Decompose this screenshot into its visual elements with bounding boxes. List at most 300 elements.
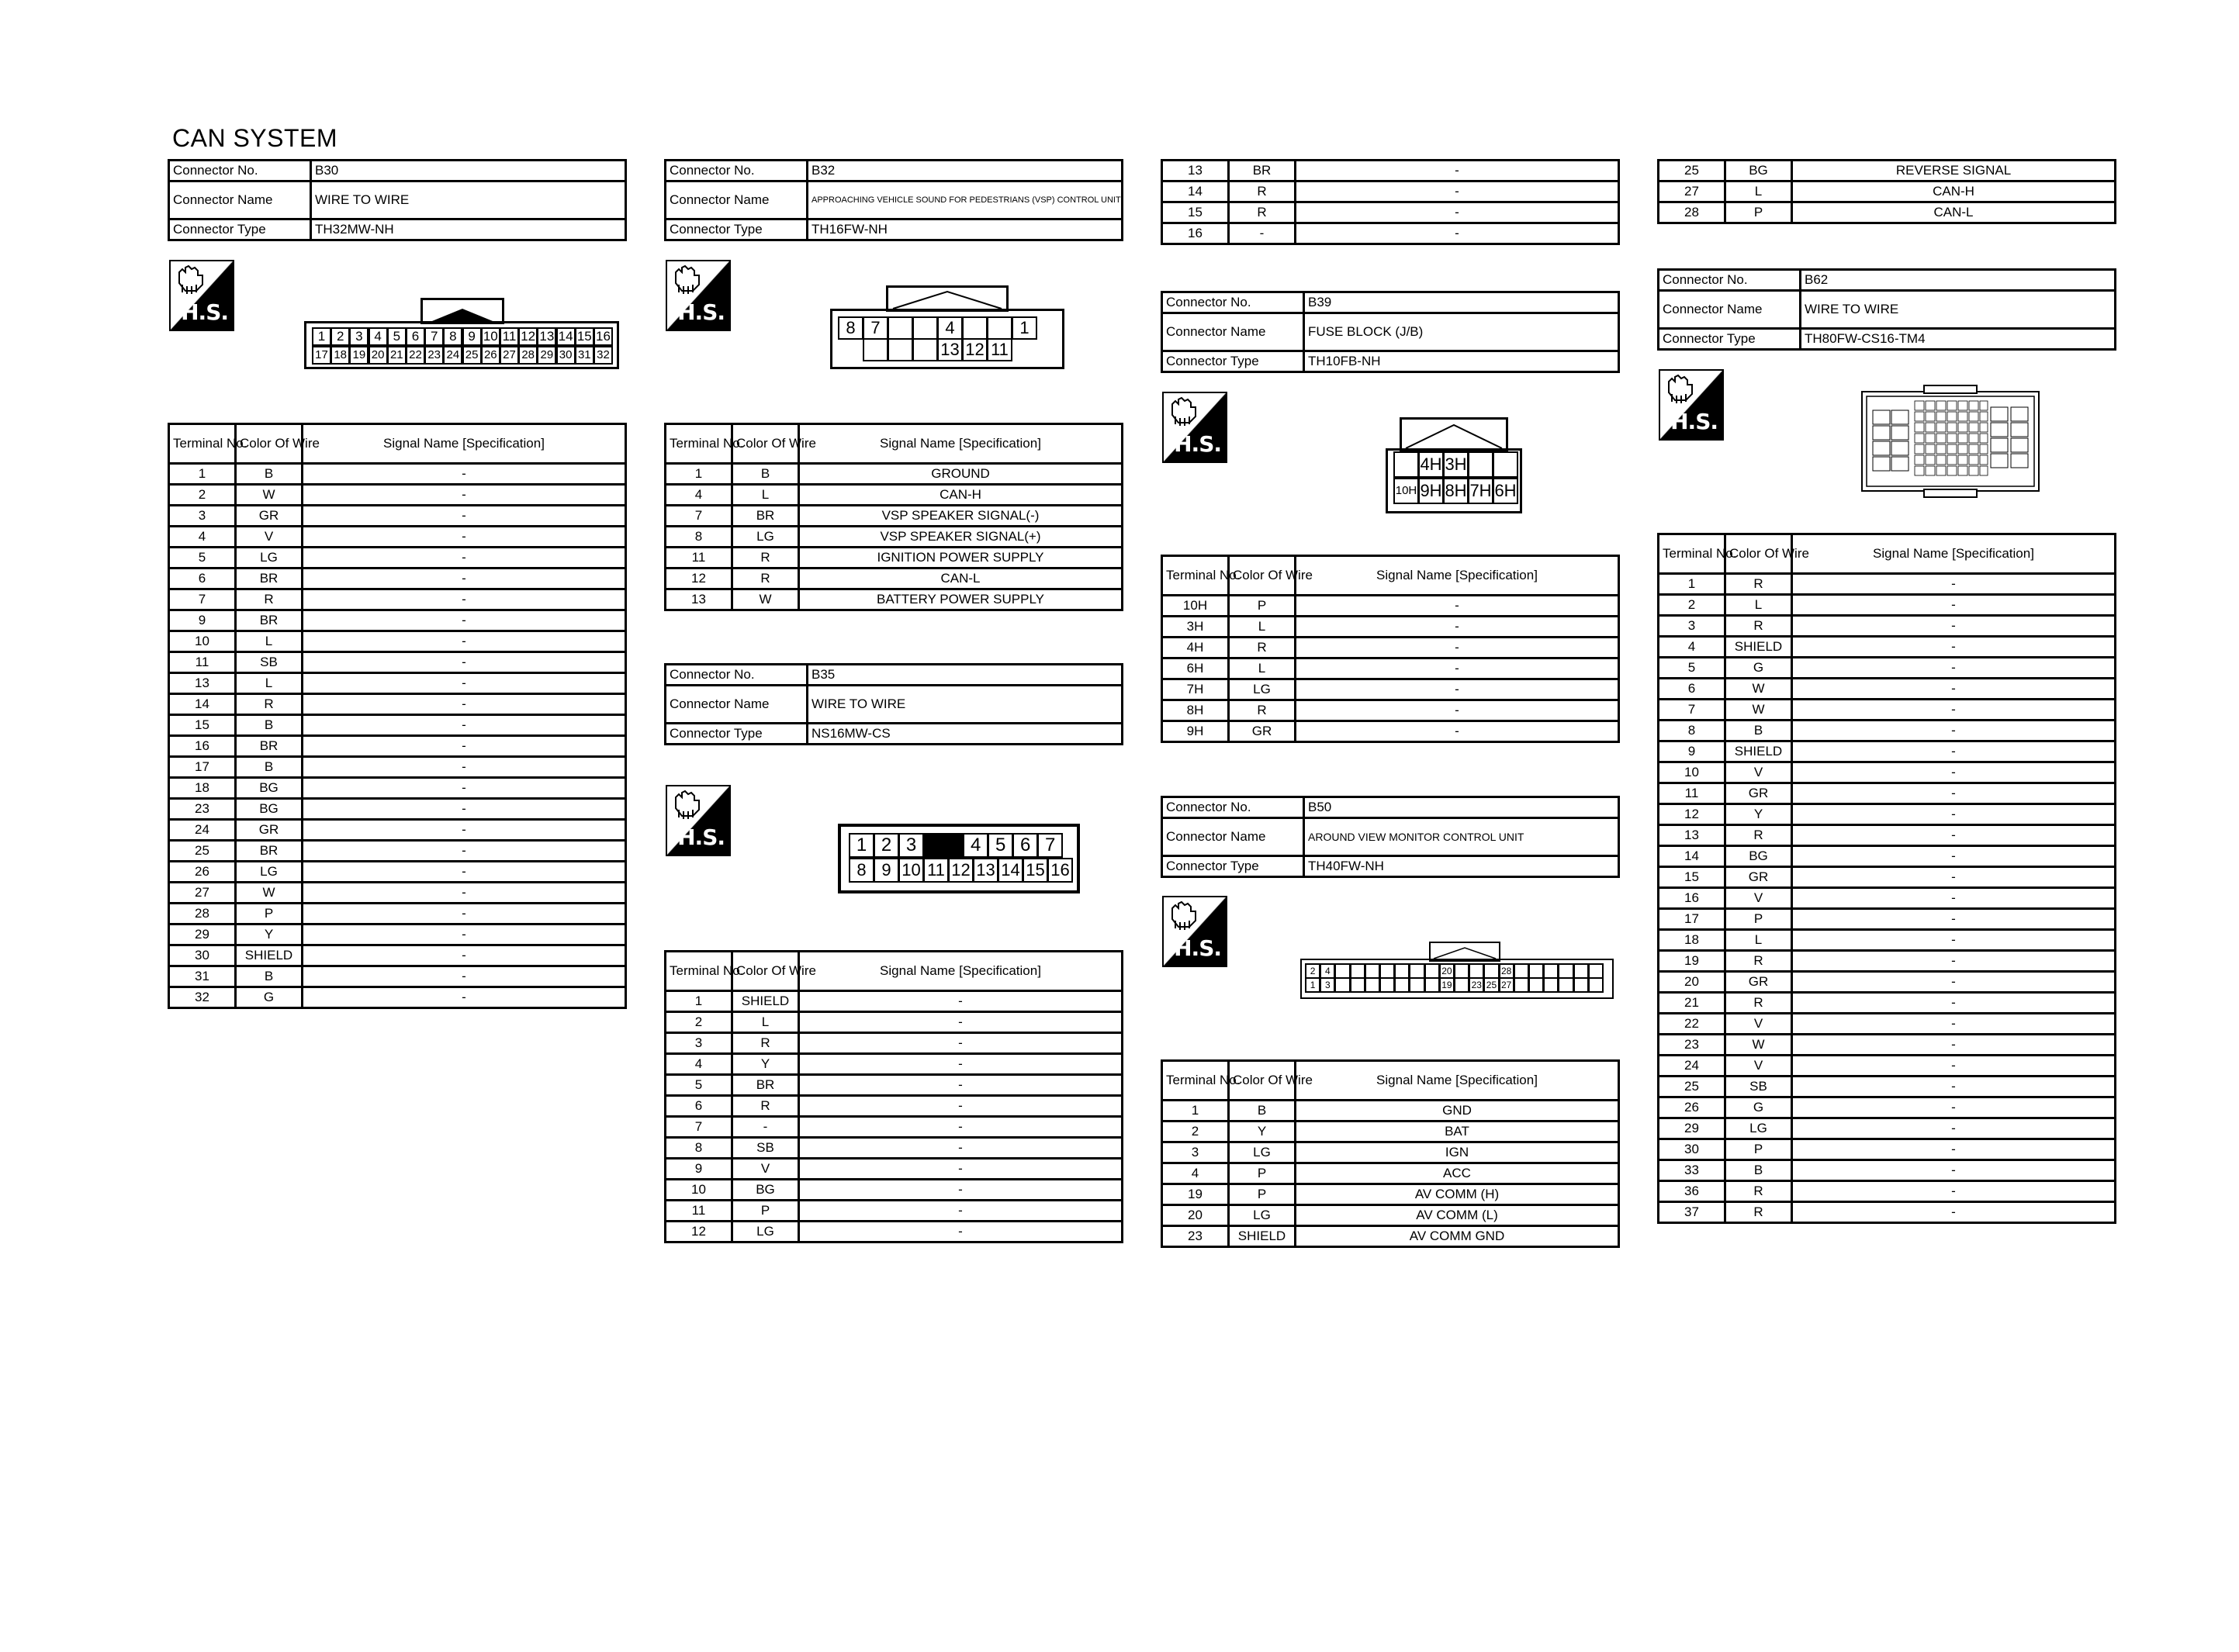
pin-cell: 11 (923, 858, 949, 883)
pin-cell (1493, 451, 1518, 478)
signal-name: - (799, 1033, 1123, 1054)
pin-cell: 3 (898, 833, 924, 858)
pin-cell: 6 (406, 327, 425, 346)
wire-color: G (236, 987, 303, 1008)
signal-name: GND (1296, 1101, 1619, 1121)
pin-cell (863, 338, 888, 361)
signal-name: - (303, 610, 626, 631)
terminal-no: 26 (1659, 1097, 1725, 1118)
wire-color: P (236, 904, 303, 924)
connector-no-value: B50 (1304, 797, 1619, 818)
table-row (1659, 721, 2116, 741)
pin-cell: 27 (500, 346, 519, 365)
terminal-no: 2 (1162, 1121, 1229, 1142)
table-row (1162, 700, 1619, 721)
table-row (169, 694, 626, 715)
terminal-no: 14 (1659, 846, 1725, 867)
connector-info-b50 (1161, 796, 1620, 878)
pin-cell: 4 (1320, 963, 1335, 979)
signal-name: - (303, 548, 626, 569)
table-row (1659, 951, 2116, 972)
pin-cell: 9H (1418, 478, 1444, 504)
signal-name: - (1792, 721, 2116, 741)
table-row (1659, 1056, 2116, 1077)
pin-cell (1588, 977, 1604, 993)
signal-name: - (1296, 202, 1619, 223)
label-connector-name: Connector Name (666, 181, 808, 219)
wire-color: SHIELD (732, 991, 799, 1012)
table-row (1659, 825, 2116, 846)
pin-cell (1558, 977, 1573, 993)
signal-name: - (1296, 638, 1619, 658)
pin-cell: 6H (1493, 478, 1518, 504)
column-4-b62 (1657, 268, 2116, 351)
harness-side-icon: H.S. (1162, 896, 1227, 967)
terminal-no: 3 (169, 506, 236, 527)
table-row (169, 715, 626, 736)
pin-cell (962, 316, 988, 340)
table-row (666, 1075, 1123, 1096)
pin-cell: 19 (1439, 977, 1455, 993)
signal-name: - (1792, 700, 2116, 721)
terminal-no: 10 (169, 631, 236, 652)
table-row (169, 966, 626, 987)
table-row (1659, 1014, 2116, 1035)
signal-name: AV COMM (H) (1296, 1184, 1619, 1205)
terminal-no: 11 (1659, 783, 1725, 804)
wire-color: W (1725, 700, 1792, 721)
pin-cell: 13 (937, 338, 963, 361)
wire-color: LG (732, 527, 799, 548)
pin-cell: 9 (462, 327, 482, 346)
terminal-no: 18 (1659, 930, 1725, 951)
signal-name: - (1792, 1202, 2116, 1223)
wire-color: Y (732, 1054, 799, 1075)
terminal-no: 4 (666, 1054, 732, 1075)
signal-name: - (1296, 721, 1619, 742)
table-row (1162, 1205, 1619, 1226)
wire-color: LG (1229, 1205, 1296, 1226)
label-connector-type: Connector Type (666, 219, 808, 240)
signal-name: - (1296, 596, 1619, 617)
wire-color: SHIELD (236, 945, 303, 966)
table-row (1162, 1142, 1619, 1163)
terminal-no: 5 (666, 1075, 732, 1096)
signal-name: - (799, 1159, 1123, 1180)
pin-cell: 2 (330, 327, 350, 346)
pin-cell: 20 (1439, 963, 1455, 979)
table-row (1659, 804, 2116, 825)
pin-cell: 3 (1320, 977, 1335, 993)
terminal-no: 29 (169, 924, 236, 945)
pin-cell (987, 316, 1012, 340)
label-connector-no: Connector No. (1659, 270, 1801, 291)
table-row (666, 1201, 1123, 1222)
pin-cell: 11 (987, 338, 1012, 361)
terminal-no: 27 (1659, 181, 1725, 202)
pin-cell: 25 (1483, 977, 1499, 993)
signal-name: - (799, 1117, 1123, 1138)
wire-color: R (1725, 1181, 1792, 1202)
wire-color: BG (1725, 846, 1792, 867)
signal-name: IGN (1296, 1142, 1619, 1163)
terminal-no: 28 (169, 904, 236, 924)
label-connector-name: Connector Name (666, 686, 808, 724)
table-row (666, 589, 1123, 610)
pin-cell: 10 (898, 858, 924, 883)
wire-color: R (732, 548, 799, 569)
signal-name: - (303, 924, 626, 945)
pin-cell: 29 (537, 346, 556, 365)
pin-cell (1469, 963, 1484, 979)
label-connector-no: Connector No. (1162, 797, 1304, 818)
signal-name: - (303, 652, 626, 673)
terminal-no: 33 (1659, 1160, 1725, 1181)
table-row (1162, 1121, 1619, 1142)
terminal-no: 13 (1162, 161, 1229, 181)
wire-color: R (236, 589, 303, 610)
pin-cell: 26 (481, 346, 500, 365)
wire-color: B (1725, 1160, 1792, 1181)
terminal-no: 4H (1162, 638, 1229, 658)
label-connector-type: Connector Type (1162, 351, 1304, 372)
column-2 (664, 159, 1123, 241)
table-row (169, 799, 626, 820)
wire-color: L (1229, 658, 1296, 679)
wire-color: GR (1725, 783, 1792, 804)
column-1 (168, 159, 627, 241)
terminal-no: 9H (1162, 721, 1229, 742)
signal-name: BATTERY POWER SUPPLY (799, 589, 1123, 610)
signal-name: - (303, 631, 626, 652)
terminal-no: 24 (1659, 1056, 1725, 1077)
wire-color: BG (236, 778, 303, 799)
header-signal-name: Signal Name [Specification] (1296, 1061, 1619, 1101)
terminal-no: 20 (1162, 1205, 1229, 1226)
terminal-no: 23 (1659, 1035, 1725, 1056)
signal-name: - (1296, 161, 1619, 181)
header-color-of-wire: Color Of Wire (732, 952, 799, 991)
signal-name: - (1792, 909, 2116, 930)
connector-type-value: TH16FW-NH (808, 219, 1123, 240)
connector-no-value: B30 (311, 161, 626, 181)
signal-name: - (1792, 930, 2116, 951)
pin-cell: 32 (593, 346, 613, 365)
pin-cell: 21 (387, 346, 407, 365)
signal-name: - (799, 1201, 1123, 1222)
table-row (1162, 658, 1619, 679)
signal-name: CAN-H (1792, 181, 2116, 202)
signal-name: - (799, 1096, 1123, 1117)
table-row (1659, 783, 2116, 804)
pin-cell: 2 (1305, 963, 1320, 979)
pin-cell: 3 (349, 327, 369, 346)
table-row (666, 1117, 1123, 1138)
harness-side-icon: H.S. (1162, 392, 1227, 463)
pin-cell (1573, 963, 1589, 979)
pin-cell: 14 (556, 327, 576, 346)
table-row (169, 987, 626, 1008)
wire-color: BG (236, 799, 303, 820)
terminal-no: 25 (1659, 161, 1725, 181)
column-4-continued (1657, 159, 2116, 224)
column-2-terminals (664, 423, 1123, 611)
signal-name: - (1792, 804, 2116, 825)
pin-cell: 5 (387, 327, 407, 346)
pin-cell: 12 (518, 327, 538, 346)
signal-name: - (1792, 1160, 2116, 1181)
terminal-no: 25 (1659, 1077, 1725, 1097)
column-4-b62-terminals (1657, 533, 2116, 1224)
wire-color: BR (732, 506, 799, 527)
table-row (1162, 679, 1619, 700)
pin-cell (1365, 977, 1380, 993)
table-row (666, 1054, 1123, 1075)
pin-cell: 14 (998, 858, 1023, 883)
signal-name: - (1792, 1139, 2116, 1160)
wire-color: W (1725, 1035, 1792, 1056)
wire-color: B (236, 757, 303, 778)
pin-cell: 1 (849, 833, 874, 858)
signal-name: GROUND (799, 464, 1123, 485)
pin-cell (1454, 963, 1469, 979)
table-row (1659, 1139, 2116, 1160)
wire-color: R (1725, 825, 1792, 846)
key-block (923, 833, 963, 858)
connector-face-b62 (1860, 384, 2040, 499)
table-row (1659, 762, 2116, 783)
terminal-no: 22 (1659, 1014, 1725, 1035)
wire-color: GR (236, 506, 303, 527)
terminal-no: 32 (169, 987, 236, 1008)
pin-cell (1379, 977, 1395, 993)
pin-cell (1379, 963, 1395, 979)
terminal-no: 12 (666, 1222, 732, 1242)
pin-cell: 6 (1012, 833, 1038, 858)
pin-cell: 16 (1047, 858, 1073, 883)
terminal-no: 13 (666, 589, 732, 610)
wire-color: SHIELD (1229, 1226, 1296, 1247)
table-row (666, 1012, 1123, 1033)
pin-cell: 4 (937, 316, 963, 340)
header-terminal-no: Terminal No. (1162, 1061, 1229, 1101)
wire-color: BR (1229, 161, 1296, 181)
pin-cell: 18 (330, 346, 350, 365)
wire-color: - (1229, 223, 1296, 244)
table-row (1659, 846, 2116, 867)
terminal-no: 21 (1659, 993, 1725, 1014)
wire-color: L (1725, 930, 1792, 951)
label-connector-type: Connector Type (1162, 856, 1304, 877)
header-terminal-no: Terminal No. (1659, 534, 1725, 574)
pin-cell: 27 (1499, 977, 1514, 993)
table-row (169, 569, 626, 589)
signal-name: - (1792, 1077, 2116, 1097)
terminal-no: 23 (169, 799, 236, 820)
pin-cell: 23 (424, 346, 444, 365)
signal-name: - (303, 945, 626, 966)
signal-name: - (1792, 741, 2116, 762)
table-row (169, 631, 626, 652)
terminal-no: 15 (1162, 202, 1229, 223)
pin-cell: 4 (369, 327, 388, 346)
terminal-no: 10H (1162, 596, 1229, 617)
terminal-no: 15 (169, 715, 236, 736)
pin-cell: 15 (575, 327, 594, 346)
wire-color: BR (236, 610, 303, 631)
signal-name: - (1792, 679, 2116, 700)
table-row (666, 1033, 1123, 1054)
signal-name: - (799, 1180, 1123, 1201)
signal-name: - (1792, 888, 2116, 909)
signal-name: BAT (1296, 1121, 1619, 1142)
table-row (1659, 616, 2116, 637)
table-row (1659, 741, 2116, 762)
table-row (1659, 161, 2116, 181)
terminal-no: 9 (169, 610, 236, 631)
header-terminal-no: Terminal No. (666, 424, 732, 464)
pin-cell (1454, 977, 1469, 993)
pin-cell (1409, 963, 1424, 979)
table-row (169, 841, 626, 862)
signal-name: - (303, 820, 626, 841)
table-row (1659, 181, 2116, 202)
table-row (169, 883, 626, 904)
table-row (169, 924, 626, 945)
connector-name-value: AROUND VIEW MONITOR CONTROL UNIT (1304, 818, 1619, 856)
table-row (1659, 637, 2116, 658)
table-row (1659, 1202, 2116, 1223)
connector-info-b35 (664, 663, 1123, 745)
wire-color: BR (732, 1075, 799, 1096)
terminal-no: 7 (169, 589, 236, 610)
connector-no-value: B35 (808, 665, 1123, 686)
signal-name: - (303, 464, 626, 485)
table-row (666, 1096, 1123, 1117)
pin-cell: 1 (312, 327, 331, 346)
table-row (1659, 1077, 2116, 1097)
pin-cell: 13 (537, 327, 556, 346)
terminal-no: 17 (1659, 909, 1725, 930)
connector-no-value: B39 (1304, 292, 1619, 313)
pin-cell: 28 (518, 346, 538, 365)
wire-color: SB (1725, 1077, 1792, 1097)
connector-face-b39 (1386, 417, 1522, 513)
signal-name: AV COMM GND (1296, 1226, 1619, 1247)
terminal-no: 3 (1162, 1142, 1229, 1163)
signal-name: - (1792, 658, 2116, 679)
wire-color: GR (1725, 867, 1792, 888)
terminal-no: 14 (1162, 181, 1229, 202)
table-row (666, 506, 1123, 527)
pin-cell: 10 (481, 327, 500, 346)
terminal-no: 31 (169, 966, 236, 987)
connector-info-b30 (168, 159, 627, 241)
wire-color: R (1725, 574, 1792, 595)
table-row (1162, 638, 1619, 658)
table-row (666, 1159, 1123, 1180)
table-row (169, 862, 626, 883)
terminal-no: 9 (1659, 741, 1725, 762)
terminal-no: 23 (1162, 1226, 1229, 1247)
wire-color: W (236, 485, 303, 506)
terminal-no: 19 (1659, 951, 1725, 972)
signal-name: - (1296, 700, 1619, 721)
terminal-no: 8H (1162, 700, 1229, 721)
header-color-of-wire: Color Of Wire (236, 424, 303, 464)
pin-cell (1528, 977, 1544, 993)
terminal-table-b62 (1657, 533, 2116, 1224)
pin-cell: 8 (849, 858, 874, 883)
terminal-no: 4 (169, 527, 236, 548)
pin-cell (912, 338, 938, 361)
label-connector-name: Connector Name (169, 181, 311, 219)
signal-name: - (1792, 637, 2116, 658)
signal-name: - (1792, 595, 2116, 616)
wire-color: P (1725, 1139, 1792, 1160)
wire-color: B (1229, 1101, 1296, 1121)
terminal-no: 36 (1659, 1181, 1725, 1202)
wire-color: LG (732, 1222, 799, 1242)
signal-name: - (303, 694, 626, 715)
pin-cell: 30 (556, 346, 576, 365)
pin-cell: 7 (863, 316, 888, 340)
signal-name: - (1792, 574, 2116, 595)
pin-cell (1483, 963, 1499, 979)
signal-name: - (799, 1222, 1123, 1242)
table-row (169, 945, 626, 966)
connector-info-b62 (1657, 268, 2116, 351)
wire-color: GR (1725, 972, 1792, 993)
label-connector-type: Connector Type (666, 724, 808, 745)
table-row (169, 610, 626, 631)
table-row (1162, 721, 1619, 742)
wire-color: V (1725, 888, 1792, 909)
pin-cell (912, 316, 938, 340)
wire-color: Y (1229, 1121, 1296, 1142)
table-row (666, 1138, 1123, 1159)
terminal-no: 15 (1659, 867, 1725, 888)
connector-face-b50 (1300, 942, 1614, 999)
signal-name: - (303, 904, 626, 924)
pin-cell (1334, 977, 1350, 993)
wire-color: W (732, 589, 799, 610)
pin-cell (1588, 963, 1604, 979)
connector-face-b35 (838, 824, 1080, 893)
terminal-no: 4 (1162, 1163, 1229, 1184)
wire-color: BG (1725, 161, 1792, 181)
wire-color: L (732, 1012, 799, 1033)
table-row (1659, 595, 2116, 616)
pin-cell: 9 (874, 858, 899, 883)
header-terminal-no: Terminal No. (169, 424, 236, 464)
pin-cell (1514, 963, 1529, 979)
terminal-table-b50 (1161, 1059, 1620, 1248)
table-row (169, 464, 626, 485)
wire-color: LG (1229, 1142, 1296, 1163)
wire-color: G (1725, 658, 1792, 679)
wire-color: B (236, 464, 303, 485)
label-connector-no: Connector No. (666, 161, 808, 181)
terminal-no: 25 (169, 841, 236, 862)
pin-cell: 25 (462, 346, 482, 365)
table-row (1659, 1097, 2116, 1118)
signal-name: - (303, 589, 626, 610)
table-row (666, 991, 1123, 1012)
terminal-no: 3 (666, 1033, 732, 1054)
pin-cell: 16 (593, 327, 613, 346)
signal-name: VSP SPEAKER SIGNAL(+) (799, 527, 1123, 548)
